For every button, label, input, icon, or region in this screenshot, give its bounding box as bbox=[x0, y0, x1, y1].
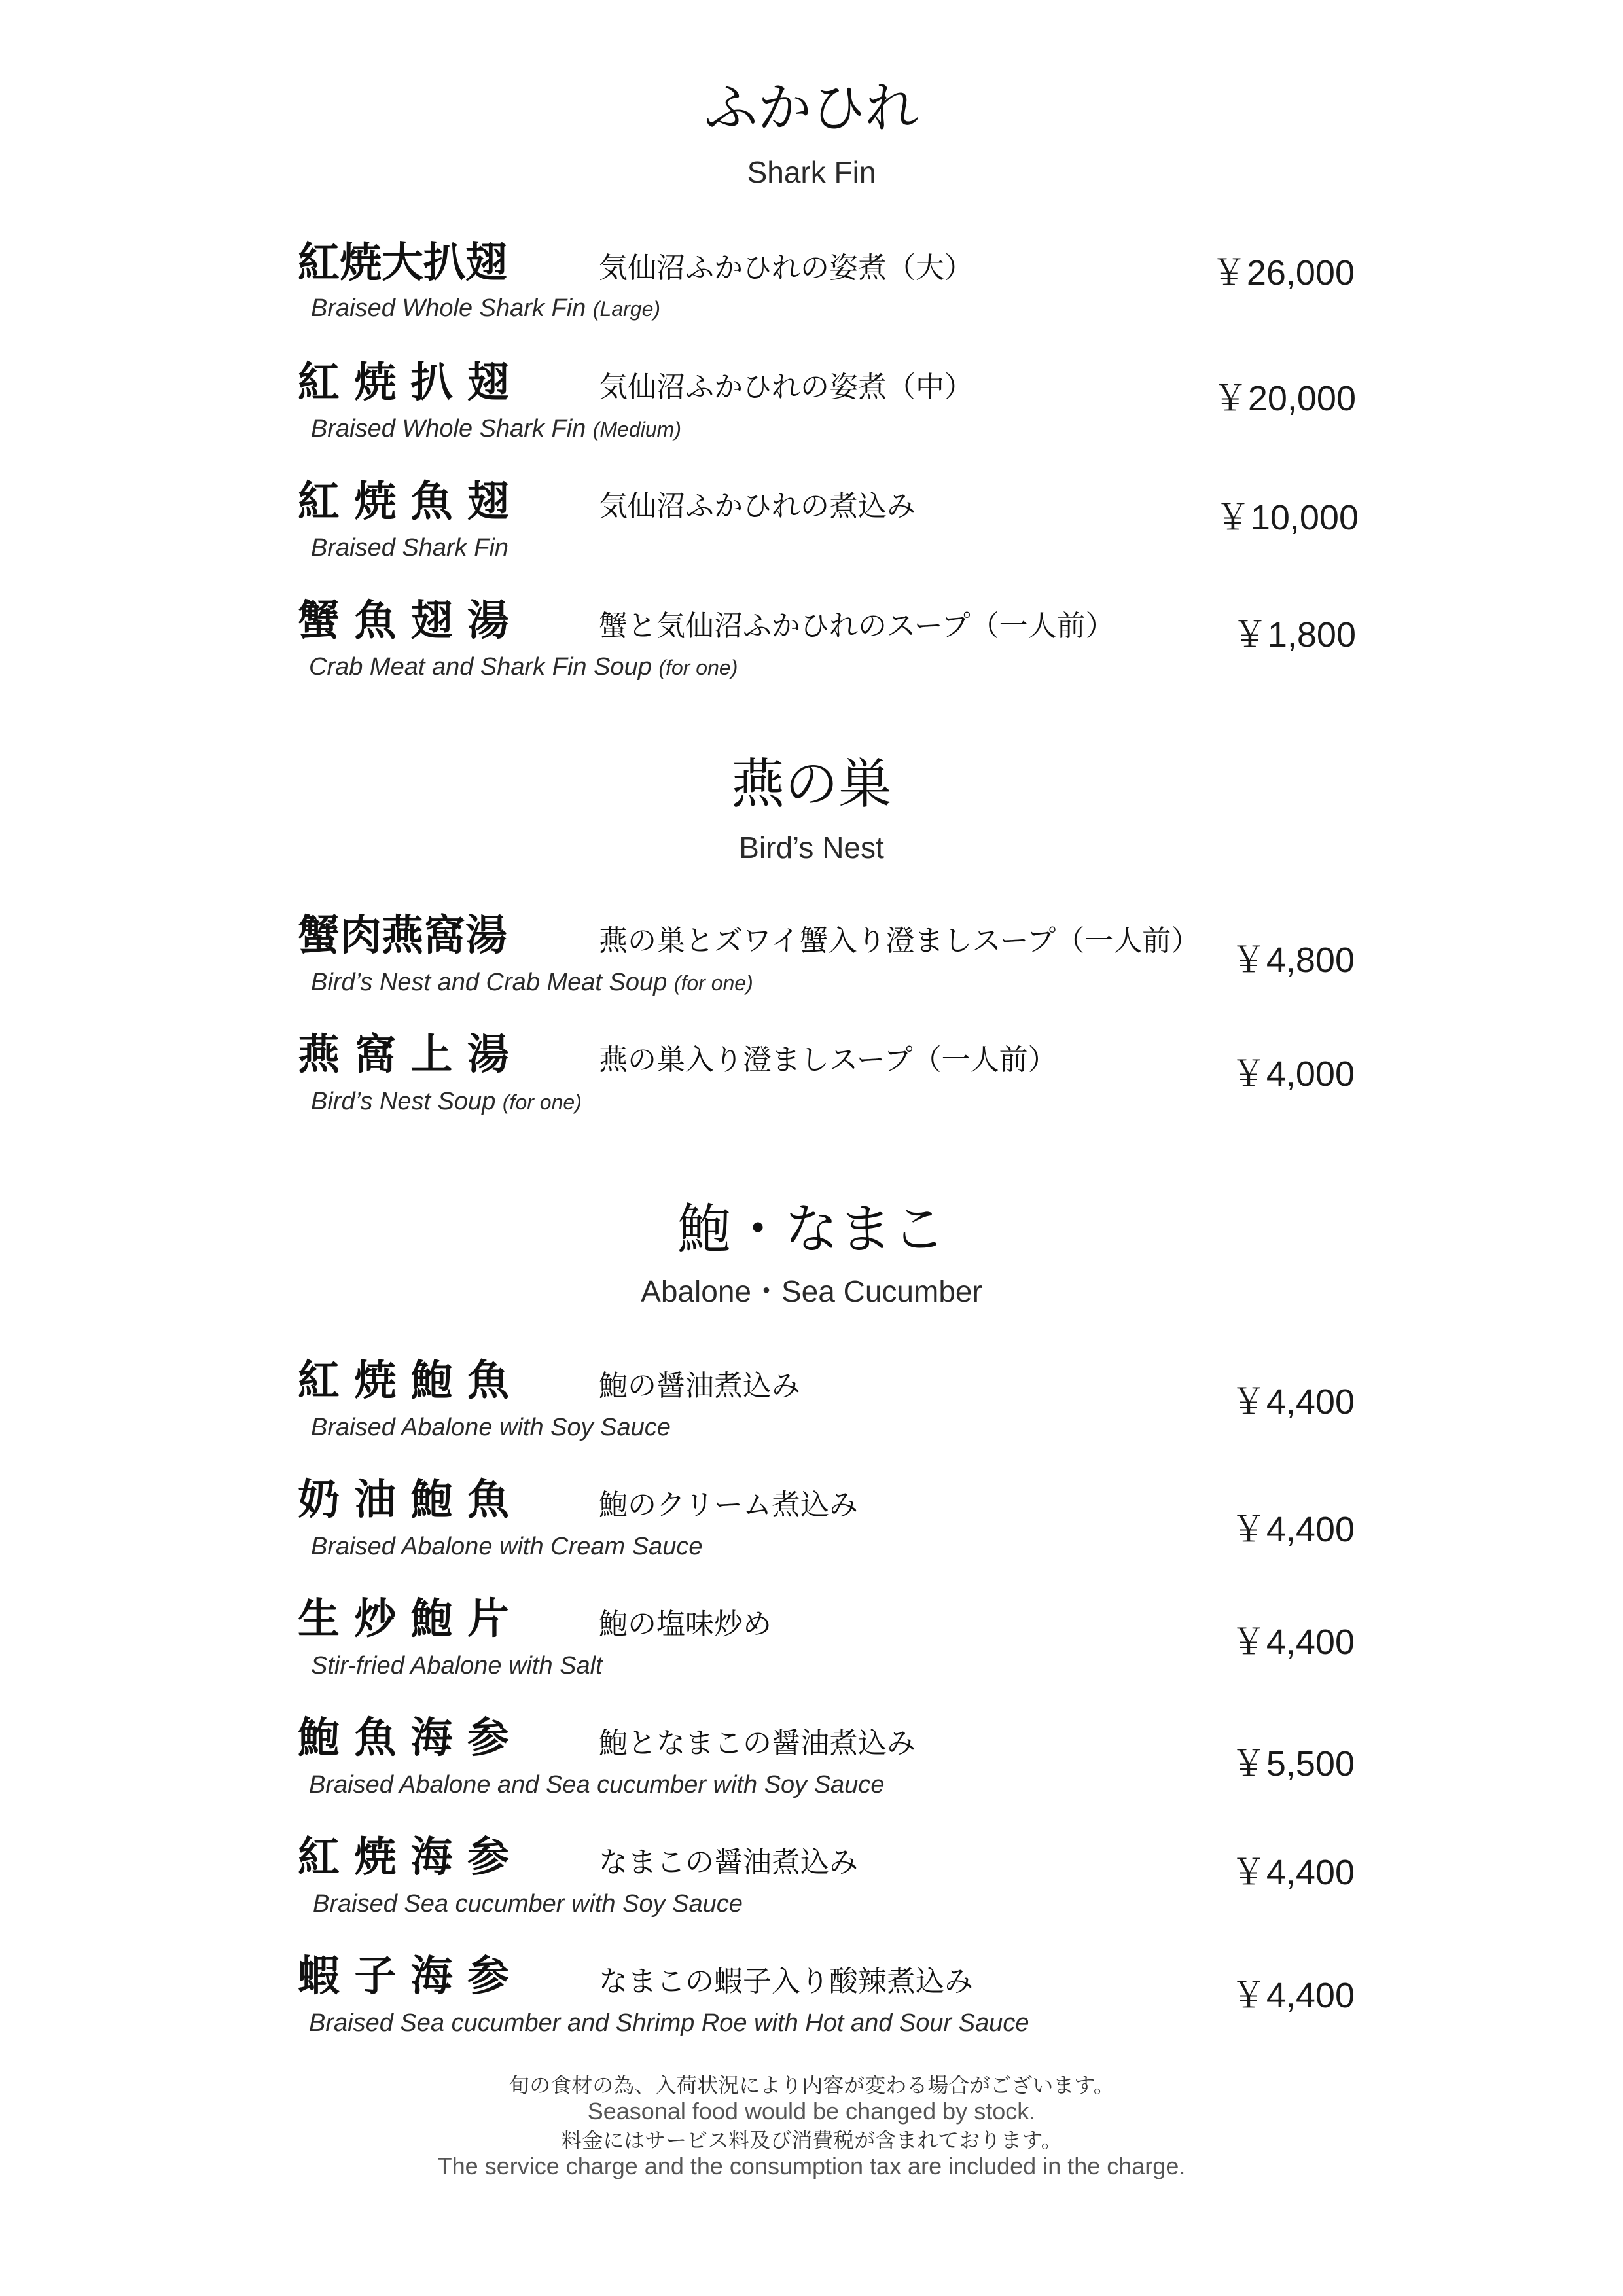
seasonal-note-jp: 旬の食材の為、入荷状況により内容が変わる場合がございます。 bbox=[508, 2073, 1115, 2098]
item-en-description: Braised Sea cucumber with Soy Sauce bbox=[313, 1890, 743, 1918]
item-price: ￥4,400 bbox=[1230, 1853, 1355, 1892]
item-jp-description: 蟹と気仙沼ふかひれのスープ（一人前） bbox=[599, 609, 1115, 643]
item-jp-description: 鮑の醤油煮込み bbox=[599, 1369, 800, 1403]
item-name: 生 炒 鮑 片 bbox=[298, 1594, 509, 1643]
section-subtitle-shark-fin: Shark Fin bbox=[747, 155, 876, 189]
item-jp-description: 鮑となまこの醤油煮込み bbox=[599, 1727, 916, 1760]
item-jp-description: なまこの醤油煮込み bbox=[599, 1846, 858, 1879]
service-charge-note-jp: 料金にはサービス料及び消費税が含まれております。 bbox=[561, 2128, 1062, 2153]
item-price: ￥10,000 bbox=[1215, 498, 1359, 537]
item-name: 紅 焼 魚 翅 bbox=[298, 477, 509, 526]
item-price: ￥5,500 bbox=[1230, 1744, 1355, 1784]
section-title-abalone-sea-cucumber: 鮑・なまこ bbox=[677, 1198, 946, 1261]
item-jp-description: 気仙沼ふかひれの煮込み bbox=[599, 490, 916, 523]
item-en-description: Bird’s Nest and Crab Meat Soup (for one) bbox=[311, 969, 753, 996]
item-jp-description: 燕の巣とズワイ蟹入り澄ましスープ（一人前） bbox=[599, 924, 1200, 958]
item-price: ￥4,400 bbox=[1230, 1976, 1355, 2015]
seasonal-note-en: Seasonal food would be changed by stock. bbox=[587, 2098, 1036, 2125]
item-name: 紅 焼 海 参 bbox=[298, 1833, 509, 1882]
item-en-description: Braised Whole Shark Fin (Medium) bbox=[311, 415, 681, 442]
service-charge-note-en: The service charge and the consumption tax are included in the charge. bbox=[437, 2153, 1186, 2179]
section-subtitle-birds-nest: Bird’s Nest bbox=[739, 831, 884, 865]
item-price: ￥26,000 bbox=[1211, 253, 1355, 293]
item-name: 蝦 子 海 参 bbox=[298, 1952, 509, 2001]
item-name: 燕 窩 上 湯 bbox=[298, 1030, 509, 1079]
item-en-description: Braised Shark Fin bbox=[311, 534, 509, 562]
section-subtitle-abalone-sea-cucumber: Abalone・Sea Cucumber bbox=[641, 1274, 982, 1308]
item-name: 鮑 魚 海 参 bbox=[298, 1713, 509, 1763]
item-price: ￥20,000 bbox=[1212, 379, 1356, 418]
item-en-description: Braised Whole Shark Fin (Large) bbox=[311, 295, 661, 322]
item-price: ￥4,400 bbox=[1230, 1623, 1355, 1662]
section-title-shark-fin: ふかひれ bbox=[704, 77, 919, 139]
item-en-description: Bird’s Nest Soup (for one) bbox=[311, 1088, 582, 1115]
item-jp-description: なまこの蝦子入り酸辣煮込み bbox=[599, 1965, 973, 1998]
item-price: ￥1,800 bbox=[1232, 615, 1356, 655]
item-jp-description: 鮑の塩味炒め bbox=[599, 1607, 772, 1641]
item-jp-description: 気仙沼ふかひれの姿煮（大） bbox=[599, 251, 973, 285]
item-price: ￥4,800 bbox=[1230, 941, 1355, 980]
item-name: 紅 焼 鮑 魚 bbox=[298, 1356, 509, 1405]
item-price: ￥4,000 bbox=[1230, 1054, 1355, 1094]
item-price: ￥4,400 bbox=[1230, 1510, 1355, 1549]
item-name: 奶 油 鮑 魚 bbox=[298, 1475, 509, 1524]
item-en-description: Stir-fried Abalone with Salt bbox=[311, 1652, 603, 1679]
item-en-description: Braised Abalone with Soy Sauce bbox=[311, 1414, 671, 1441]
item-name: 蟹肉燕窩湯 bbox=[298, 911, 507, 960]
item-name: 紅 焼 扒 翅 bbox=[298, 358, 509, 407]
item-en-description: Braised Abalone and Sea cucumber with Soy Sauce bbox=[309, 1771, 885, 1799]
item-name: 蟹 魚 翅 湯 bbox=[298, 596, 509, 645]
item-jp-description: 気仙沼ふかひれの姿煮（中） bbox=[599, 370, 973, 404]
item-name: 紅焼大扒翅 bbox=[298, 238, 507, 287]
item-price: ￥4,400 bbox=[1230, 1382, 1355, 1422]
item-en-description: Braised Abalone with Cream Sauce bbox=[311, 1533, 703, 1560]
item-en-description: Braised Sea cucumber and Shrimp Roe with Hot and Sour Sauce bbox=[309, 2009, 1029, 2037]
item-jp-description: 燕の巣入り澄ましスープ（一人前） bbox=[599, 1043, 1057, 1077]
item-en-description: Crab Meat and Shark Fin Soup (for one) bbox=[309, 653, 738, 681]
item-jp-description: 鮑のクリーム煮込み bbox=[599, 1488, 858, 1522]
section-title-birds-nest: 燕の巣 bbox=[730, 753, 892, 816]
